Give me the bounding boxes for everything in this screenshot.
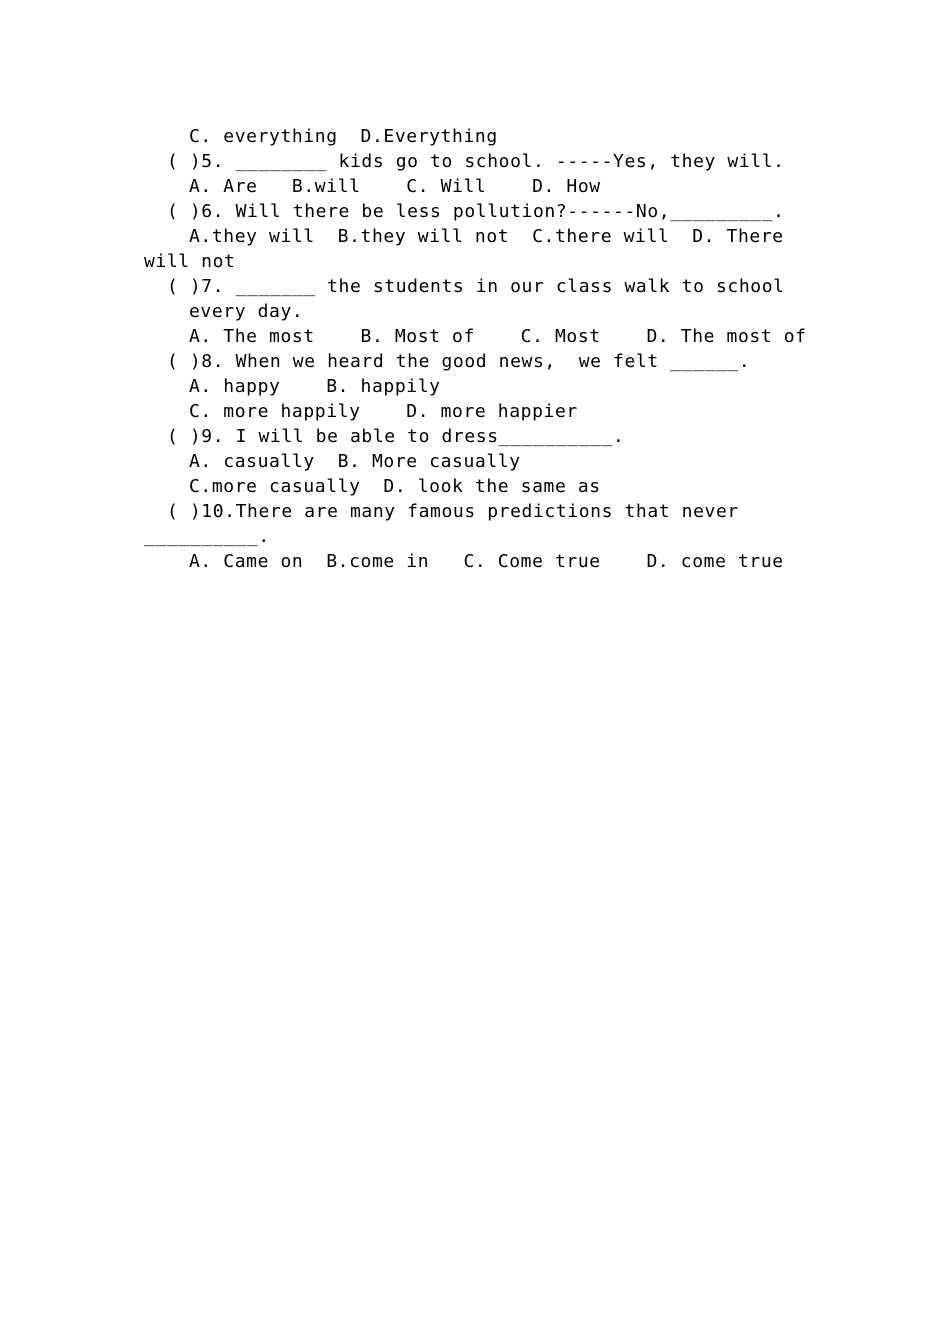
question-8: ( )8. When we heard the good news, we felt ______. [167, 351, 751, 372]
question-10-wrap: __________. [144, 526, 270, 547]
q7-options: A. The most B. Most of C. Most D. The most of [189, 326, 807, 347]
q6-options: A.they will B.they will not C.there will D. There [189, 226, 784, 247]
question-10: ( )10.There are many famous predictions that never [167, 501, 739, 522]
q6-options-wrap: will not [144, 251, 236, 272]
q8-options-cd: C. more happily D. more happier [189, 401, 578, 422]
q4-options-cd: C. everything D.Everything [189, 126, 498, 147]
question-7-wrap: every day. [189, 301, 304, 322]
q9-options-cd: C.more casually D. look the same as [189, 476, 601, 497]
q10-options: A. Came on B.come in C. Come true D. come true [189, 551, 784, 572]
q8-options-ab: A. happy B. happily [189, 376, 441, 397]
question-5: ( )5. ________ kids go to school. -----Yes, they will. [167, 151, 785, 172]
question-7: ( )7. _______ the students in our class walk to school [167, 276, 785, 297]
question-9: ( )9. I will be able to dress__________. [167, 426, 625, 447]
q9-options-ab: A. casually B. More casually [189, 451, 521, 472]
exercise-list [144, 124, 807, 574]
question-6: ( )6. Will there be less pollution?------No,_________. [167, 201, 785, 222]
q5-options: A. Are B.will C. Will D. How [189, 176, 601, 197]
